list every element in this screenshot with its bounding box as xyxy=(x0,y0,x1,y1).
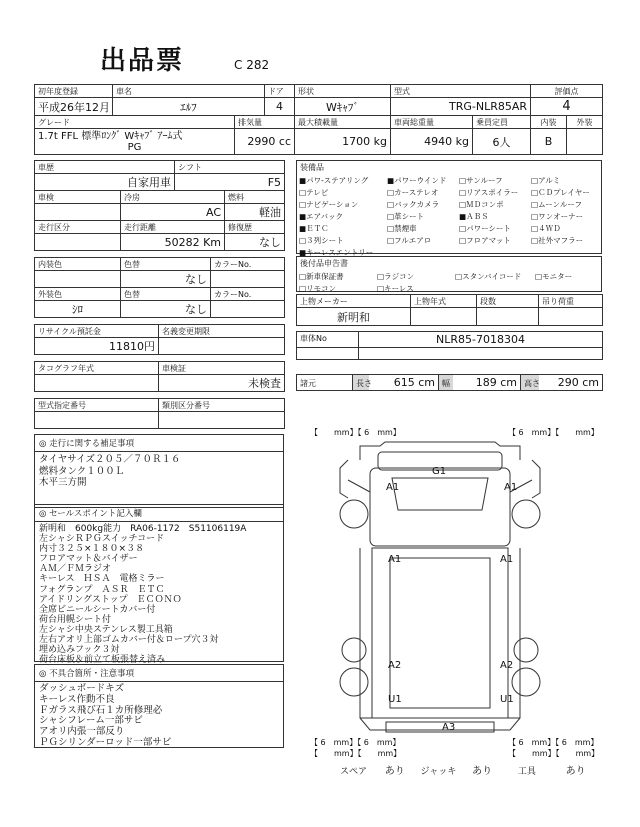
capacity-value: 6人 xyxy=(473,129,531,155)
post-equipment-row xyxy=(297,270,601,282)
damage-mark-u1-right: U1 xyxy=(500,694,514,705)
int-color-value xyxy=(35,271,121,288)
text-line: ＰＧシリンダーロッド一部サビ xyxy=(39,736,172,748)
text-line: アオリ内張一部反り xyxy=(39,726,125,738)
type-no-table xyxy=(34,398,285,429)
expiry-label: 名義変更期限 xyxy=(159,325,285,338)
dimensions-table xyxy=(296,374,603,391)
expiry-value xyxy=(159,338,285,355)
ac-value: AC xyxy=(121,204,225,221)
grade-label: グレード xyxy=(35,116,235,129)
supplement-title: 走行に関する補足事項 xyxy=(49,439,135,449)
equipment-item: ■エアバック xyxy=(299,211,343,221)
text-line: フォグランプ ＡＳＲ ＥＴＣ xyxy=(39,584,165,595)
max-load-label: 最大積載量 xyxy=(295,116,391,129)
equipment-item: □キーレス xyxy=(377,283,414,293)
capacity-label: 乗員定員 xyxy=(473,116,531,129)
left-mirror xyxy=(340,460,348,498)
truck-damage-diagram xyxy=(330,438,550,738)
equipment-item: □リアスポイラー xyxy=(459,187,519,197)
jack-value: あり xyxy=(472,766,493,777)
mileage-value xyxy=(121,234,225,251)
tire-rear-right-bot: 【 mm】【 mm】 xyxy=(508,749,600,758)
int-color-change-value: なし xyxy=(121,271,211,288)
equipment-item: □ラジコン xyxy=(377,271,415,281)
lot-code: C 282 xyxy=(234,58,270,72)
int-color-no-value xyxy=(211,271,285,288)
grade-value xyxy=(35,129,235,155)
shift-label: シフト xyxy=(175,161,285,174)
recycle-label: リサイクル預託金 xyxy=(35,325,159,338)
cargo-bed-inner xyxy=(390,558,490,708)
tire-front-left: 【 mm】【 6 mm】 xyxy=(310,428,401,437)
text-line: キーレス ＨＳＡ 電格ミラー xyxy=(39,574,165,585)
right-side-lamp xyxy=(514,638,538,662)
info-icon: ◎ xyxy=(39,439,47,449)
supplement-header xyxy=(35,435,283,452)
height-label: 高さ xyxy=(521,375,539,391)
equipment-item: □ムーンルーフ xyxy=(531,199,582,209)
equipment-row xyxy=(297,174,601,186)
door-value: 4 xyxy=(265,98,295,116)
equipment-row xyxy=(297,234,601,246)
width-value xyxy=(453,375,521,391)
body-maker-table xyxy=(296,294,603,326)
displacement-label: 排気量 xyxy=(235,116,295,129)
equipment-item: □ナビゲーション xyxy=(299,199,359,209)
equipment-item: ■ＡＢＳ xyxy=(459,211,489,221)
front-left-wheel xyxy=(340,500,368,528)
selling-points-box xyxy=(34,504,284,666)
width-unit: cm xyxy=(500,376,517,389)
equipment-item: □アルミ xyxy=(531,175,561,185)
cab-body xyxy=(370,468,510,546)
damage-mark-windshield: G1 xyxy=(432,466,447,477)
damage-mark-a2-right: A2 xyxy=(500,660,514,671)
info-icon: ◎ xyxy=(39,509,47,519)
max-load-unit: kg xyxy=(373,135,387,148)
damage-mark-a3-rear: A3 xyxy=(442,722,456,733)
damage-mark-a1-bed-left: A1 xyxy=(388,554,402,565)
text-line: 荷台用幌シート付 xyxy=(39,614,112,625)
dims-label: 諸元 xyxy=(297,375,353,391)
equipment-item: □スタンバイコード xyxy=(455,271,522,281)
damage-mark-a1-right: A1 xyxy=(504,482,518,493)
text-line: ダッシュボードキズ xyxy=(39,683,125,694)
post-equipment-box xyxy=(296,256,602,292)
defects-header xyxy=(35,665,283,682)
equipment-item xyxy=(533,282,601,294)
selling-points-title: セールスポイント記入欄 xyxy=(49,509,142,519)
footer-accessories xyxy=(340,762,586,777)
text-line: ＡＭ／ＦＭラジオ xyxy=(39,564,112,575)
height-unit: cm xyxy=(582,376,599,389)
tacho-value xyxy=(35,375,159,392)
text-line: Ｆガラス飛び石１カ所修理必 xyxy=(39,704,163,716)
tools-label: 工具 xyxy=(517,767,536,777)
tacho-table xyxy=(34,361,285,392)
gross-weight-value xyxy=(391,129,473,155)
recycle-table xyxy=(34,324,285,355)
repair-value: なし xyxy=(225,234,285,251)
equipment-item: □ワンオーナー xyxy=(531,211,584,221)
left-info-table xyxy=(34,160,285,251)
equipment-item: □フロアマット xyxy=(459,235,511,245)
ext-color-change-label: 色替 xyxy=(121,288,211,301)
shaken-label: 車検証 xyxy=(159,362,285,375)
displacement-number: 2990 xyxy=(247,135,276,148)
model-label: 型式 xyxy=(391,85,531,98)
equipment-item: ■パワーウインド xyxy=(387,175,447,185)
interior-value: B xyxy=(531,129,567,155)
steps-value xyxy=(477,308,539,326)
mileage-cat-value xyxy=(35,234,121,251)
vehicle-summary-table xyxy=(34,84,603,155)
equipment-item: ■ＥＴＣ xyxy=(299,223,329,233)
grade-score-label: 評価点 xyxy=(531,85,603,98)
spare-label: スペア xyxy=(340,767,368,777)
int-color-no-label: カラーNo. xyxy=(211,258,285,271)
length-unit: cm xyxy=(418,376,435,389)
load-value xyxy=(539,308,603,326)
vin-value: NLR85-7018304 xyxy=(359,332,603,348)
front-right-wheel xyxy=(512,500,540,528)
equipment-item: ■パワ-ステアリング xyxy=(299,175,369,185)
inspection-label: 車検 xyxy=(35,191,121,204)
equipment-row xyxy=(297,186,601,198)
damage-mark-u1-left: U1 xyxy=(388,694,402,705)
fuel-label: 燃料 xyxy=(225,191,285,204)
text-line: 左右アオリ上部ゴムカバー付＆ロープ穴３対 xyxy=(39,635,219,646)
selling-points-header xyxy=(35,505,283,522)
info-icon: ◎ xyxy=(39,669,47,679)
equipment-item: □革シート xyxy=(387,211,425,221)
vin-table xyxy=(296,331,603,360)
length-number: 615 xyxy=(393,376,415,389)
shaken-value: 未検査 xyxy=(159,375,285,392)
text-line: 左シャシ中央ステンレス製工具箱 xyxy=(39,624,173,635)
gross-weight-label: 車両総重量 xyxy=(391,116,473,129)
width-label: 幅 xyxy=(439,375,453,391)
length-value xyxy=(369,375,439,391)
equipment-item: □３列シート xyxy=(299,235,344,245)
displacement-unit: cc xyxy=(278,135,291,148)
first-reg-label: 初年度登録 xyxy=(35,85,113,98)
text-line: 埋め込みフック３対 xyxy=(39,645,120,656)
text-line: 木平三方開 xyxy=(39,477,87,488)
exterior-label: 外装 xyxy=(567,116,603,129)
history-value: 自家用車 xyxy=(35,174,175,191)
rear-left-wheel xyxy=(340,668,368,696)
defects-lines xyxy=(35,682,283,751)
shift-value: F5 xyxy=(175,174,285,191)
shape-label: 形状 xyxy=(295,85,391,98)
equipment-item: ■キーレスエントリー xyxy=(299,247,374,257)
shape-value: Wｷｬﾌﾞ xyxy=(295,98,391,116)
type-no-label: 型式指定番号 xyxy=(35,399,159,412)
windshield-shape xyxy=(392,478,488,510)
tire-front-right: 【 6 mm】【 mm】 xyxy=(508,428,599,437)
maker-value: 新明和 xyxy=(297,308,411,326)
equipment-item: □社外マフラー xyxy=(531,235,584,245)
tacho-label: タコグラフ年式 xyxy=(35,362,159,375)
text-line: キーレス作動不良 xyxy=(39,693,115,705)
recycle-amount: 11810 xyxy=(109,340,144,353)
max-load-value xyxy=(295,129,391,155)
car-name-label: 車名 xyxy=(113,85,265,98)
left-side-lamp xyxy=(342,638,366,662)
cargo-bed xyxy=(372,548,508,718)
grade-line-1: 1.7t FFL 標準ﾛﾝｸﾞ Wｷｬﾌﾞ ｱｰﾑ式 xyxy=(38,130,183,142)
equipment-item: □サンルーフ xyxy=(459,175,503,185)
equipment-grid xyxy=(297,174,601,258)
text-line: 内寸３２５×１８０×３８ xyxy=(39,544,145,555)
equipment-row xyxy=(297,198,601,210)
ext-color-value: ｼﾛ xyxy=(35,301,121,318)
gross-weight-unit: kg xyxy=(455,135,469,148)
max-load-number: 1700 xyxy=(342,135,371,148)
text-line: アイドリングストップ ＥＣＯＮＯ xyxy=(39,594,182,605)
displacement-value xyxy=(235,129,295,155)
mileage-number: 50282 xyxy=(164,235,200,249)
tire-rear-right-top: 【 6 mm】【 6 mm】 xyxy=(508,738,599,747)
class-no-label: 類別区分番号 xyxy=(159,399,285,412)
equipment-item xyxy=(453,282,533,294)
equipment-item: □ＣＤプレイヤー xyxy=(531,187,590,197)
steps-label: 段数 xyxy=(477,295,539,308)
right-mirror xyxy=(532,460,540,498)
equipment-item: □新車保証書 xyxy=(299,271,344,281)
supplement-box xyxy=(34,434,284,508)
mileage-cat-label: 走行区分 xyxy=(35,221,121,234)
post-equipment-row xyxy=(297,282,601,294)
maker-label: 上物メーカー xyxy=(297,295,411,308)
equipment-item: □テレビ xyxy=(299,187,329,197)
recycle-unit: 円 xyxy=(144,340,155,353)
vin-label: 車体No xyxy=(297,332,359,348)
jack-label: ジャッキ xyxy=(420,767,457,777)
ext-color-no-label: カラーNo. xyxy=(211,288,285,301)
length-label: 長さ xyxy=(353,375,369,391)
mileage-label: 走行距離 xyxy=(121,221,225,234)
text-line: 新明和 600kg能力 RA06-1172 S51106119A xyxy=(39,524,247,534)
equipment-box xyxy=(296,160,602,257)
model-value: TRG-NLR85AR xyxy=(391,98,531,116)
exterior-value xyxy=(567,129,603,155)
equipment-item: □４ＷＤ xyxy=(531,223,561,233)
grade-score-value: 4 xyxy=(531,98,603,116)
recycle-value xyxy=(35,338,159,355)
tools-value: あり xyxy=(565,766,586,777)
text-line: シャシフレーム一部サビ xyxy=(39,715,143,727)
cab-outline xyxy=(360,442,520,460)
post-equipment-grid xyxy=(297,270,601,294)
repair-label: 修復歴 xyxy=(225,221,285,234)
height-number: 290 xyxy=(557,376,579,389)
type-no-value xyxy=(35,412,159,429)
supplement-lines xyxy=(35,452,283,491)
ac-label: 冷房 xyxy=(121,191,225,204)
rear-right-wheel xyxy=(512,668,540,696)
text-line: 全席ビニールシートカバー付 xyxy=(39,604,156,615)
tire-rear-left-bot: 【 mm】【 mm】 xyxy=(310,749,402,758)
equipment-label: 装備品 xyxy=(300,163,324,172)
ext-color-label: 外装色 xyxy=(35,288,121,301)
rear-gate xyxy=(360,718,520,730)
mileage-unit: Km xyxy=(203,235,222,249)
fuel-value: 軽油 xyxy=(225,204,285,221)
body-year-label: 上物年式 xyxy=(411,295,477,308)
grade-line-2: PG xyxy=(127,141,142,153)
damage-mark-a1-bed-right: A1 xyxy=(500,554,514,565)
ext-color-no-value xyxy=(211,301,285,318)
text-line: 燃料タンク１００Ｌ xyxy=(39,465,125,477)
damage-mark-a2-left: A2 xyxy=(388,660,402,671)
inspection-value xyxy=(35,204,121,221)
width-number: 189 xyxy=(475,376,497,389)
interior-label: 内装 xyxy=(531,116,567,129)
load-label: 吊り荷重 xyxy=(539,295,603,308)
int-color-label: 内装色 xyxy=(35,258,121,271)
bed-right-side xyxy=(508,548,520,718)
color-table xyxy=(34,257,285,318)
car-name-value: ｴﾙﾌ xyxy=(113,98,265,116)
equipment-item: □バックカメラ xyxy=(387,199,440,209)
left-mirror-arm xyxy=(348,480,370,492)
body-year-value xyxy=(411,308,477,326)
gross-weight-number: 4940 xyxy=(424,135,453,148)
selling-points-lines xyxy=(35,522,283,667)
text-line: 左シャシＲＰＧスイッチコード xyxy=(39,534,165,545)
class-no-value xyxy=(159,412,285,429)
equipment-item: □パワーシート xyxy=(459,223,511,233)
equipment-item: □カーステレオ xyxy=(387,187,439,197)
equipment-item: □ＭＤコンポ xyxy=(459,199,504,209)
equipment-item: □リモコン xyxy=(299,283,337,293)
page-title: 出品票 xyxy=(100,46,185,76)
equipment-item: □モニター xyxy=(535,271,573,281)
first-reg-value: 平成26年12月 xyxy=(35,98,113,116)
damage-mark-a1-left: A1 xyxy=(386,482,400,493)
ext-color-change-value: なし xyxy=(121,301,211,318)
equipment-row xyxy=(297,222,601,234)
post-equipment-label: 後付品申告書 xyxy=(300,259,348,268)
equipment-item: □禁煙車 xyxy=(387,223,417,233)
door-label: ドア xyxy=(265,85,295,98)
height-value xyxy=(539,375,603,391)
text-line: 荷台床板＆前立て板張替え済み xyxy=(39,655,166,666)
defects-box xyxy=(34,664,284,748)
history-label: 車歴 xyxy=(35,161,175,174)
equipment-row xyxy=(297,210,601,222)
int-color-change-label: 色替 xyxy=(121,258,211,271)
spare-value: あり xyxy=(384,766,405,777)
text-line: フロアマット＆バイザー xyxy=(39,554,138,565)
text-line: タイヤサイズ２０５／７０Ｒ１６ xyxy=(39,454,181,465)
equipment-item: □フルエアロ xyxy=(387,235,432,245)
bed-left-side xyxy=(360,548,372,718)
tire-rear-left-top: 【 6 mm】【 6 mm】 xyxy=(310,738,401,747)
defects-title: 不具合箇所・注意事項 xyxy=(49,669,135,679)
